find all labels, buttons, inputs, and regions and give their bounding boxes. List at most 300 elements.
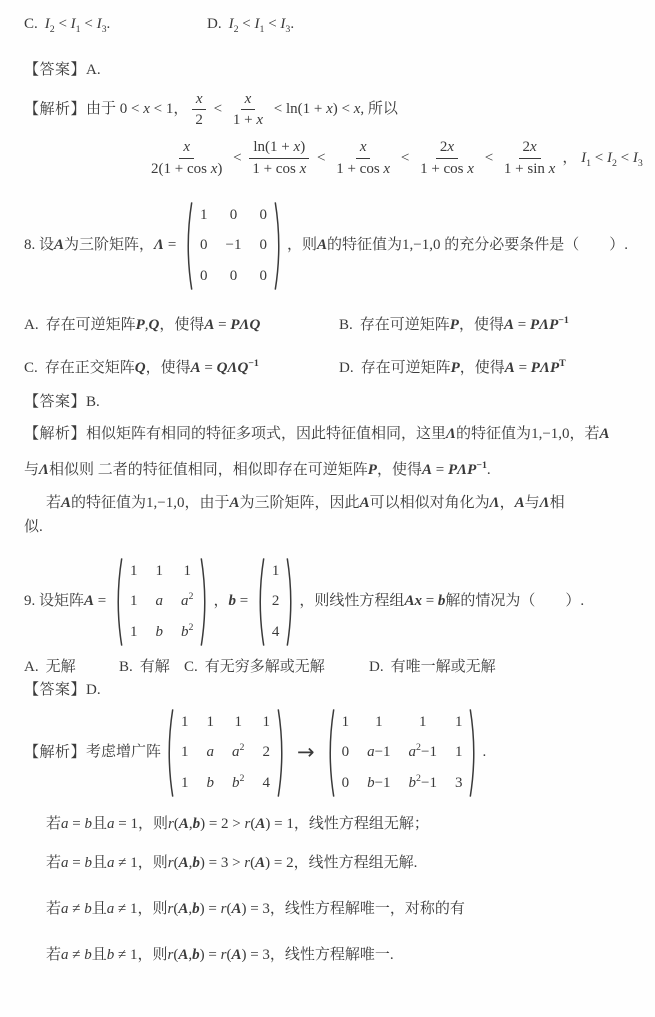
q8-option-a-text	[46, 317, 261, 333]
text-segment: ) = 1	[265, 815, 294, 832]
matrix-cell	[207, 775, 215, 792]
q8-analysis-line-1	[24, 424, 641, 446]
text-segment: x	[467, 160, 474, 177]
q8-option-c-text	[45, 360, 259, 376]
text-segment: 且	[91, 901, 107, 917]
matrix-cell	[260, 207, 268, 224]
text-segment: ≠	[68, 901, 85, 917]
q7-display-equation	[24, 138, 641, 179]
text-segment: r	[244, 815, 251, 832]
text-segment: b	[192, 946, 200, 963]
matrix-cell	[181, 775, 189, 792]
text-segment: P	[367, 461, 377, 478]
text-segment: Q	[148, 316, 160, 333]
text-segment: 3	[637, 157, 643, 169]
text-segment: a	[61, 855, 69, 872]
text-segment: I	[606, 149, 612, 166]
matrix-cell	[367, 775, 390, 792]
text-segment: a	[106, 901, 115, 917]
text-segment: a	[367, 744, 375, 761]
q8-analysis-text-1	[86, 426, 610, 442]
text-segment: < 1	[149, 101, 174, 118]
text-segment: 1	[155, 562, 163, 579]
text-segment: A	[255, 855, 266, 872]
text-segment: 1	[586, 157, 592, 169]
text-segment: a	[408, 744, 417, 761]
fraction-denominator	[332, 159, 394, 179]
text-segment: 1	[206, 713, 215, 730]
text-segment: A	[204, 316, 215, 333]
text-segment: b	[84, 901, 92, 917]
text-segment: ，线性方程组无解.	[293, 855, 418, 872]
text-segment: <	[229, 149, 246, 166]
text-segment: 且	[91, 815, 107, 832]
text-segment: b	[84, 946, 92, 963]
text-segment: 0	[200, 237, 208, 254]
matrix-cell	[262, 775, 270, 792]
matrix-grid	[174, 708, 277, 798]
text-segment: <	[591, 149, 607, 166]
text-segment: I	[70, 16, 76, 32]
q9-option-c-text: 有无穷多解或无解	[204, 658, 325, 675]
text-segment: A	[514, 495, 525, 512]
text-segment: −1	[420, 744, 437, 761]
q9-case-line-2	[24, 853, 641, 875]
q8-analysis-line-2	[24, 460, 641, 482]
text-segment: 的特征值为	[327, 236, 403, 253]
text-segment: 2	[611, 157, 617, 169]
text-segment: ，则	[137, 901, 168, 917]
q9-option-b-text: 有解	[139, 658, 170, 675]
text-segment: 1	[75, 24, 81, 35]
text-segment: ，线性方程解唯一，对称的有	[269, 901, 465, 917]
text-segment: (	[250, 815, 256, 832]
text-segment: A	[255, 815, 266, 832]
text-segment: 若	[46, 855, 62, 872]
text-segment: r	[167, 815, 174, 832]
text-segment: ln(1 +	[253, 139, 294, 155]
matrix-cell	[455, 714, 463, 731]
text-segment: x	[293, 139, 301, 155]
text-segment: 设	[35, 236, 55, 253]
fraction-numerator	[519, 138, 541, 159]
q9-answer-line	[24, 680, 641, 702]
text-segment: A	[229, 495, 240, 512]
text-segment: ，	[173, 101, 189, 118]
fraction	[147, 138, 226, 179]
q8-option-a	[24, 315, 339, 337]
text-segment: r	[220, 946, 227, 963]
q7-display-math	[144, 139, 643, 177]
matrix-cell	[200, 207, 208, 224]
matrix	[114, 557, 209, 647]
fraction-denominator	[147, 159, 226, 179]
text-segment: 1	[271, 562, 280, 579]
text-segment: 由于	[86, 101, 117, 118]
text-segment: 若	[46, 946, 62, 963]
text-segment: 1	[259, 24, 265, 35]
q7-analysis-line	[24, 90, 641, 131]
text-segment: 1	[375, 713, 383, 730]
text-segment: ，则	[137, 946, 168, 963]
text-segment: .	[482, 743, 487, 760]
text-segment: b	[106, 946, 115, 963]
matrix-cell	[181, 624, 193, 641]
text-segment: ，则	[287, 236, 318, 253]
q8-option-d-label: D.	[339, 360, 354, 377]
text-segment: a	[107, 815, 115, 832]
text-segment: <	[80, 16, 97, 32]
text-segment: 0	[259, 237, 267, 254]
text-segment: <	[480, 149, 497, 166]
q9-case-4-text	[46, 947, 394, 963]
text-segment: (	[173, 815, 179, 832]
text-segment: 2	[188, 622, 194, 634]
text-segment: 1,−1,0	[402, 236, 441, 253]
text-segment: x	[244, 90, 252, 107]
q9-option-d-text: 有唯一解或无解	[390, 658, 496, 675]
text-segment: x	[530, 139, 537, 155]
text-segment: 3	[454, 774, 463, 791]
matrix-cell	[260, 268, 268, 285]
text-segment: a	[61, 946, 69, 963]
q9-analysis-math	[86, 713, 487, 791]
text-segment: 0	[229, 206, 238, 223]
fraction	[229, 90, 267, 131]
text-segment: ，则	[137, 815, 168, 832]
text-segment: 的特征值为	[71, 495, 147, 512]
matrix-cell	[207, 744, 215, 761]
text-segment: b	[408, 774, 417, 791]
text-segment: 2	[195, 112, 203, 129]
matrix-cell	[408, 772, 437, 792]
text-segment: PΛP	[447, 461, 477, 478]
text-segment: ，	[213, 593, 229, 610]
text-segment: .	[290, 16, 295, 32]
q9-stem	[24, 557, 641, 647]
text-segment: 0	[341, 774, 350, 791]
fraction	[500, 138, 559, 179]
text-segment: =	[164, 236, 181, 253]
text-segment: ，	[499, 495, 515, 512]
fraction	[416, 138, 478, 179]
text-segment: Λ	[446, 425, 457, 442]
text-segment: 1	[130, 593, 138, 610]
text-segment: 所以	[364, 101, 398, 118]
text-segment: r	[220, 901, 227, 917]
text-segment: ≠ 1	[114, 855, 138, 872]
q8-option-c-label: C.	[24, 360, 38, 377]
text-segment: <	[313, 149, 330, 166]
text-segment: A	[54, 236, 65, 253]
matrix-cell	[272, 593, 280, 610]
matrix-cell	[272, 563, 280, 580]
text-segment: PΛP	[530, 360, 560, 377]
q7-option-d	[207, 14, 294, 36]
text-segment: PΛQ	[230, 316, 261, 333]
text-segment: <	[209, 101, 226, 118]
text-segment: 0	[259, 206, 267, 223]
text-segment: A	[503, 316, 514, 333]
text-segment: 2	[416, 772, 421, 784]
text-segment: a	[206, 744, 215, 761]
text-segment: 1	[181, 713, 189, 730]
q8-options-ab	[24, 315, 641, 337]
fraction-denominator	[500, 159, 559, 179]
text-segment: ，则	[137, 855, 168, 872]
matrix-cell	[455, 775, 463, 792]
text-segment: 可以相似对角化为	[369, 495, 490, 512]
text-segment: A	[504, 360, 515, 377]
text-segment: .	[106, 16, 111, 32]
text-segment: A	[190, 360, 201, 377]
matrix-paren-right	[277, 708, 286, 798]
text-segment: −1	[558, 314, 569, 326]
text-segment: a	[107, 855, 115, 872]
text-segment: 1	[454, 713, 463, 730]
text-segment: Λ	[154, 236, 165, 253]
text-segment: <	[264, 16, 281, 32]
q9-option-c-label: C.	[184, 658, 198, 675]
text-segment: 1	[181, 774, 189, 791]
text-segment: 1	[130, 624, 138, 641]
matrix	[256, 557, 296, 647]
q7-option-c	[24, 14, 207, 36]
text-segment: 为三阶矩阵，因此	[239, 495, 360, 512]
matrix-cell	[260, 237, 268, 254]
matrix-cell	[232, 772, 245, 792]
matrix-cell	[207, 714, 215, 731]
matrix-cell	[181, 714, 189, 731]
matrix-paren-left	[114, 557, 123, 647]
text-segment: 4	[262, 774, 270, 791]
text-segment: = 1	[114, 815, 138, 832]
matrix-cell	[183, 563, 191, 580]
matrix-grid	[265, 557, 287, 647]
q9-option-b	[119, 655, 184, 676]
text-segment: 1	[183, 562, 191, 579]
text-segment: I	[280, 16, 286, 32]
text-segment: 解的情况为（ ）.	[445, 593, 585, 610]
text-segment: ，使得	[376, 461, 422, 478]
q7-analysis-tag: 【解析】	[24, 101, 87, 118]
q8-option-b-label: B.	[339, 316, 353, 333]
text-segment: ，线性方程组无解；	[293, 815, 429, 832]
q9-option-a-label: A.	[24, 658, 39, 675]
q8-option-d-text	[361, 360, 566, 376]
text-segment: ，使得	[458, 316, 504, 333]
matrix-cell	[130, 593, 138, 610]
fraction-numerator	[436, 138, 458, 159]
q8-analysis-text-4	[24, 519, 43, 535]
text-segment: ) = 3	[241, 901, 270, 917]
text-segment: 2	[49, 24, 55, 35]
matrix-paren-right	[274, 201, 283, 291]
q8-analysis-line-3	[24, 493, 641, 515]
text-segment: b	[232, 774, 240, 791]
text-segment: 1	[130, 562, 138, 579]
matrix-cell	[226, 237, 242, 254]
text-segment: b	[437, 593, 446, 610]
fraction-numerator	[241, 90, 256, 111]
fraction-denominator	[248, 159, 310, 179]
text-segment: 9.	[24, 593, 36, 610]
text-segment: 2	[239, 772, 245, 784]
text-segment: 的充分必要条件是（ ）.	[440, 236, 629, 253]
text-segment: a	[155, 593, 163, 610]
text-segment: 0	[341, 744, 350, 761]
text-segment: ) = 3	[241, 946, 270, 963]
text-segment: I	[96, 16, 102, 32]
matrix-paren-right	[200, 557, 209, 647]
q9-answer-value: D.	[86, 681, 101, 698]
q8-analysis-text-2	[24, 459, 491, 478]
fraction	[248, 138, 310, 179]
text-segment: 2	[416, 742, 421, 754]
matrix-cell	[419, 714, 427, 731]
text-segment: 3	[101, 24, 107, 35]
matrix-cell	[200, 268, 208, 285]
q7-option-c-label: C.	[24, 16, 38, 32]
text-segment: 0 <	[116, 101, 144, 118]
text-segment: −1	[420, 774, 437, 791]
q9-case-1-text	[46, 816, 429, 832]
text-segment: ,	[188, 815, 193, 832]
text-segment: ) = 2 >	[200, 815, 245, 832]
q7-option-d-label: D.	[207, 16, 222, 32]
text-segment: 1 + cos	[420, 160, 468, 177]
matrix-cell	[342, 744, 350, 761]
text-segment: Ax	[404, 593, 422, 610]
matrix-paren-right	[286, 557, 295, 647]
text-segment: x	[256, 112, 264, 129]
text-segment: x	[353, 101, 361, 118]
text-segment: b	[84, 815, 92, 832]
q7-answer-tag: 【答案】	[24, 61, 87, 78]
text-segment: PΛP	[529, 316, 559, 333]
q9-case-line-3	[24, 899, 641, 921]
q8-option-d	[339, 358, 566, 380]
q9-case-3-text	[46, 901, 465, 917]
text-segment: a	[181, 593, 189, 610]
text-segment: 与	[24, 461, 40, 478]
text-segment: 存在正交矩阵	[44, 360, 135, 377]
text-segment: b	[206, 774, 215, 791]
text-segment: ,	[188, 855, 193, 872]
q9-analysis-line	[24, 708, 641, 798]
text-segment: b	[192, 815, 201, 832]
text-segment: a	[61, 815, 69, 832]
q9-option-a-text: 无解	[45, 658, 76, 675]
text-segment: 2(1 + cos	[151, 160, 211, 177]
text-segment: 2	[233, 24, 239, 35]
text-segment: =	[432, 461, 448, 478]
text-segment: 存在可逆矩阵	[45, 316, 136, 333]
text-segment: ,	[144, 316, 149, 333]
matrix-cell	[262, 744, 270, 761]
text-segment: 0	[200, 267, 208, 284]
matrix-cell	[130, 563, 138, 580]
text-segment: (	[173, 901, 179, 917]
q9-case-line-4	[24, 945, 641, 967]
text-segment: ，若	[569, 425, 600, 442]
q7-option-c-math	[44, 16, 111, 35]
text-segment: A	[359, 495, 370, 512]
text-segment: A	[231, 946, 242, 963]
text-segment: 2	[188, 591, 194, 603]
text-segment: A	[599, 425, 610, 442]
fraction	[191, 90, 207, 131]
text-segment: x	[326, 101, 333, 118]
q9-analysis-tag: 【解析】	[24, 743, 87, 760]
q9-option-d	[369, 655, 496, 676]
q8-answer-tag: 【答案】	[24, 394, 87, 410]
text-segment: 相似矩阵有相同的特征多项式，因此特征值相同，这里	[86, 425, 447, 442]
text-segment: 2	[271, 593, 280, 610]
text-segment: =	[235, 593, 252, 610]
q8-option-c	[24, 358, 339, 380]
text-segment: x	[195, 90, 203, 107]
text-segment: 1 + cos	[252, 160, 300, 177]
text-segment: x	[210, 160, 218, 177]
fraction-denominator	[191, 110, 207, 130]
text-segment: I	[44, 16, 50, 32]
matrix-grid	[193, 201, 274, 291]
text-segment: 2	[239, 742, 245, 754]
text-segment: 1,−1,0	[531, 425, 570, 442]
text-segment: )	[217, 160, 223, 177]
text-segment: 考虑增广阵	[86, 743, 162, 760]
matrix-cell	[181, 593, 193, 610]
text-segment: =	[514, 360, 531, 377]
matrix-cell	[200, 237, 208, 254]
text-segment: <	[238, 16, 255, 32]
text-segment: P	[449, 316, 459, 333]
text-segment: −1	[374, 774, 391, 791]
text-segment: −1	[374, 744, 391, 761]
text-segment: 1	[181, 744, 189, 761]
text-segment: ) <	[332, 101, 354, 118]
text-segment: x	[359, 139, 367, 155]
q7-answer-line	[24, 60, 641, 82]
text-segment: x	[548, 160, 556, 177]
text-segment: ，	[562, 149, 578, 166]
text-segment: 4	[271, 624, 280, 641]
fraction-numerator	[179, 138, 194, 159]
text-segment: 1,−1,0	[146, 495, 185, 512]
matrix-cell	[156, 624, 164, 641]
matrix	[165, 708, 286, 798]
text-segment: <	[616, 149, 633, 166]
text-segment: (	[173, 855, 179, 872]
matrix-cell	[367, 744, 390, 761]
text-segment: 的特征值为	[456, 425, 532, 442]
text-segment: b	[181, 624, 189, 641]
q8-option-a-label: A.	[24, 316, 39, 333]
text-segment: 1	[341, 713, 350, 730]
text-segment: 相似则 二者的特征值相同，相似即存在可逆矩阵	[49, 461, 368, 478]
text-segment: ) =	[199, 946, 221, 963]
matrix	[184, 201, 283, 291]
text-segment: x	[447, 139, 455, 155]
text-segment: −1	[225, 237, 242, 254]
text-segment: −1	[248, 358, 259, 370]
text-segment: 若	[46, 495, 62, 512]
matrix-cell	[342, 714, 350, 731]
text-segment: ，使得	[459, 360, 505, 377]
q9-case-2-text	[46, 855, 417, 871]
q9-option-c	[184, 655, 369, 676]
